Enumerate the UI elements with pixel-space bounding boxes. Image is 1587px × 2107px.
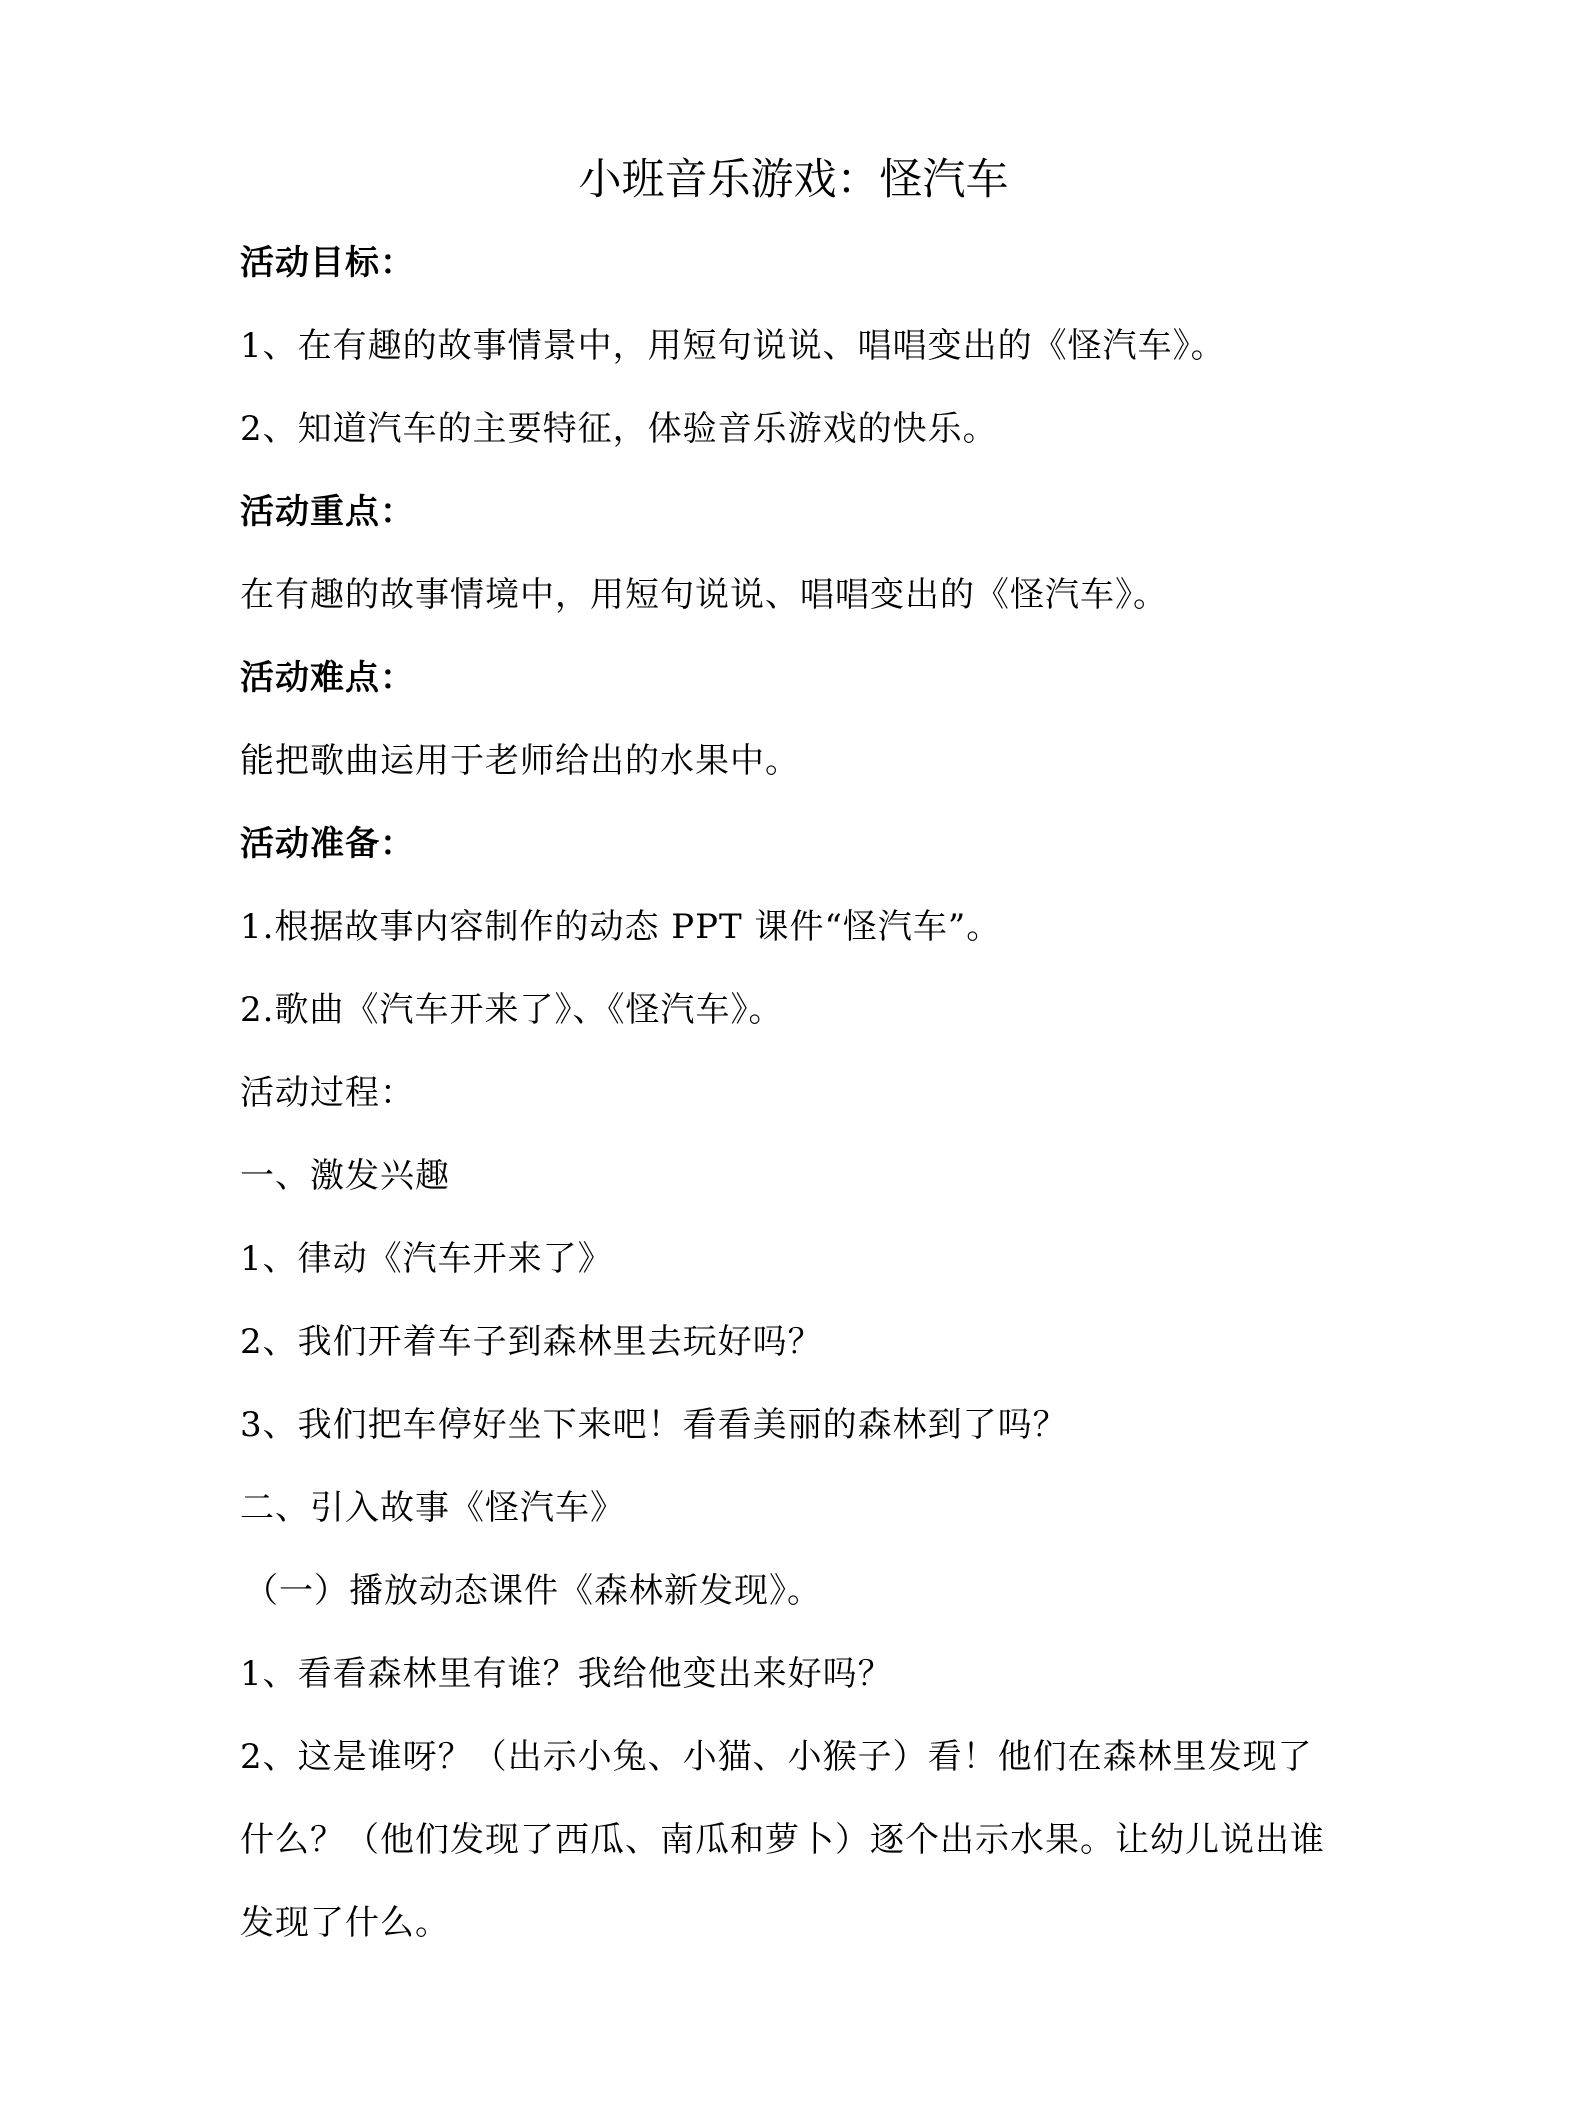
process-item: 2、我们开着车子到森林里去玩好吗？	[240, 1322, 823, 1362]
process-item: 1、律动《汽车开来了》	[240, 1239, 613, 1279]
process-step-heading: 二、引入故事《怪汽车》	[240, 1488, 625, 1528]
focus-text: 在有趣的故事情境中，用短句说说、唱唱变出的《怪汽车》。	[240, 575, 1168, 615]
section-heading-preparation: 活动准备：	[240, 824, 415, 864]
section-heading-focus: 活动重点：	[240, 492, 415, 532]
process-item: 2、这是谁呀？（出示小兔、小猫、小猴子）看！他们在森林里发现了什么？（他们发现了西瓜、南瓜和萝卜）逐个出示水果。让幼儿说出谁发现了什么。	[240, 1737, 1325, 1943]
goal-item: 1、在有趣的故事情景中，用短句说说、唱唱变出的《怪汽车》。	[240, 326, 1226, 366]
difficulty-text: 能把歌曲运用于老师给出的水果中。	[240, 741, 800, 781]
document-body	[240, 222, 1345, 1965]
section-heading-process: 活动过程：	[240, 1073, 415, 1113]
section-heading-difficulty: 活动难点：	[240, 658, 415, 698]
process-item: 3、我们把车停好坐下来吧！看看美丽的森林到了吗？	[240, 1405, 1068, 1445]
process-item: 1、看看森林里有谁？我给他变出来好吗？	[240, 1654, 893, 1694]
process-subheading: （一）播放动态课件《森林新发现》。	[244, 1571, 822, 1611]
goal-item: 2、知道汽车的主要特征，体验音乐游戏的快乐。	[240, 409, 998, 449]
preparation-item: 1.根据故事内容制作的动态 PPT 课件“怪汽车”。	[240, 907, 1002, 947]
preparation-item: 2.歌曲《汽车开来了》、《怪汽车》。	[240, 990, 784, 1030]
document-title: 小班音乐游戏：怪汽车	[578, 155, 1009, 205]
process-step-heading: 一、激发兴趣	[240, 1156, 450, 1196]
section-heading-goals: 活动目标：	[240, 243, 415, 283]
